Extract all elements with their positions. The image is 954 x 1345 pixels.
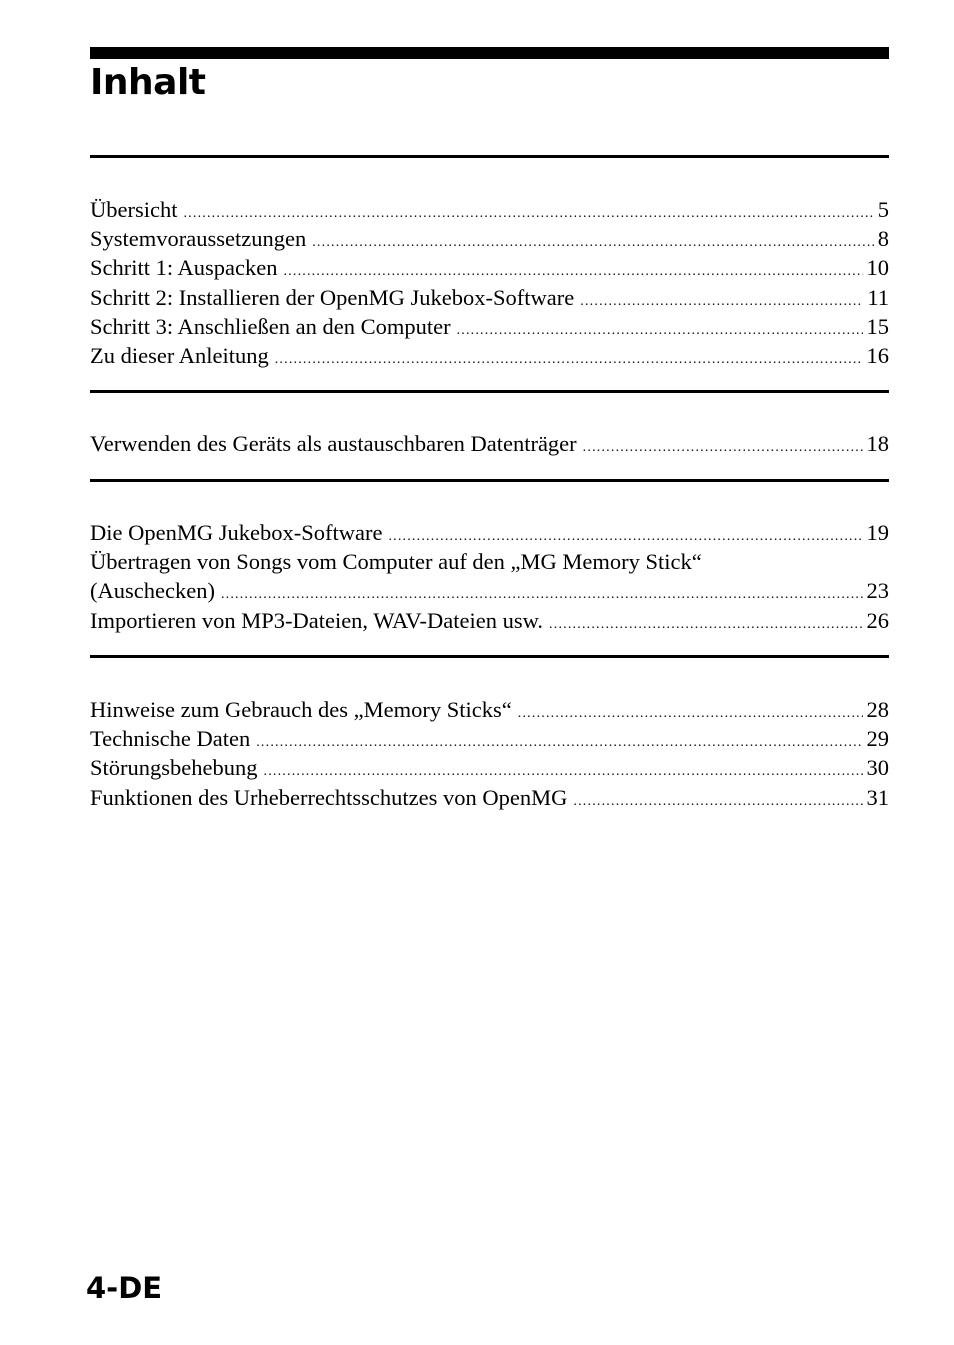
toc-entry-page: 15 [866,313,889,339]
toc-entry-title: Funktionen des Urheberrechtsschutzes von OpenMG [90,784,568,810]
toc-section-2 [90,390,889,458]
toc-entry[interactable] [90,312,889,341]
toc-entry-title: Systemvoraussetzungen [90,226,307,252]
title-bar-rule [90,47,889,59]
toc-entry[interactable] [90,783,889,812]
dot-leader [256,728,862,757]
toc-entry[interactable] [90,253,889,282]
toc-entry[interactable] [90,606,889,635]
section-divider [90,479,889,482]
toc-entry-page: 28 [866,697,889,722]
toc-entry-page: 19 [866,520,889,545]
toc-entry[interactable] [90,695,889,724]
toc-entry-title-line1: Übertragen von Songs vom Computer auf den „MG Memory Stick“ [90,549,702,575]
toc-entry-title: Schritt 1: Auspacken [90,255,278,281]
toc-entry-page: 16 [866,342,889,368]
dot-leader [457,316,863,345]
toc-entry-title: Verwenden des Geräts als austauschbaren Datenträger [90,431,577,456]
toc-entry-title: Die OpenMG Jukebox-Software [90,520,383,545]
toc-entry-title: Hinweise zum Gebrauch des „Memory Sticks“ [90,697,512,722]
toc-entry-page: 23 [866,578,889,604]
section-divider [90,390,889,393]
toc-entry[interactable] [90,518,889,547]
dot-leader [583,433,863,462]
dot-leader [275,345,863,374]
toc-entry[interactable] [90,724,889,753]
dot-leader [573,787,862,816]
section-divider [90,655,889,658]
toc-entry-page: 11 [867,284,889,310]
toc-entry[interactable] [90,195,889,224]
toc-entry-title: (Auschecken) [90,578,215,604]
toc-entry-page: 30 [866,755,889,781]
section-divider [90,155,889,158]
toc-entry-page: 31 [866,784,889,810]
toc-entry[interactable] [90,753,889,782]
toc-list [90,695,889,812]
toc-entry-title: Störungsbehebung [90,755,258,781]
toc-entry-title: Zu dieser Anleitung [90,342,269,368]
page-title: Inhalt [90,62,206,103]
toc-section-1 [90,155,889,370]
page-number: 4-DE [86,1271,163,1305]
toc-entry-title: Schritt 2: Installieren der OpenMG Jukebox-Software [90,284,575,310]
toc-section-4 [90,655,889,812]
toc-section-3 [90,479,889,635]
toc-entry-page: 10 [866,255,889,281]
toc-entry-title: Schritt 3: Anschließen an den Computer [90,313,451,339]
toc-entry[interactable] [90,224,889,253]
toc-entry-line2 [90,576,889,605]
toc-entry-title: Übersicht [90,197,178,222]
toc-entry[interactable] [90,429,889,458]
dot-leader [580,287,863,316]
toc-list [90,195,889,370]
toc-entry-title: Importieren von MP3-Dateien, WAV-Dateien usw. [90,607,544,633]
toc-entry-page: 8 [877,226,889,252]
toc-entry-page: 5 [877,197,889,222]
dot-leader [518,699,863,728]
toc-entry-page: 29 [866,726,889,752]
dot-leader [549,610,862,639]
toc-entry-page: 26 [866,607,889,633]
toc-entry[interactable] [90,283,889,312]
toc-list [90,518,889,635]
toc-entry-multiline[interactable] [90,547,889,605]
toc-entry-page: 18 [866,431,889,456]
toc-list [90,429,889,458]
dot-leader [312,228,874,257]
toc-entry-title: Technische Daten [90,726,251,752]
toc-entry[interactable] [90,341,889,370]
